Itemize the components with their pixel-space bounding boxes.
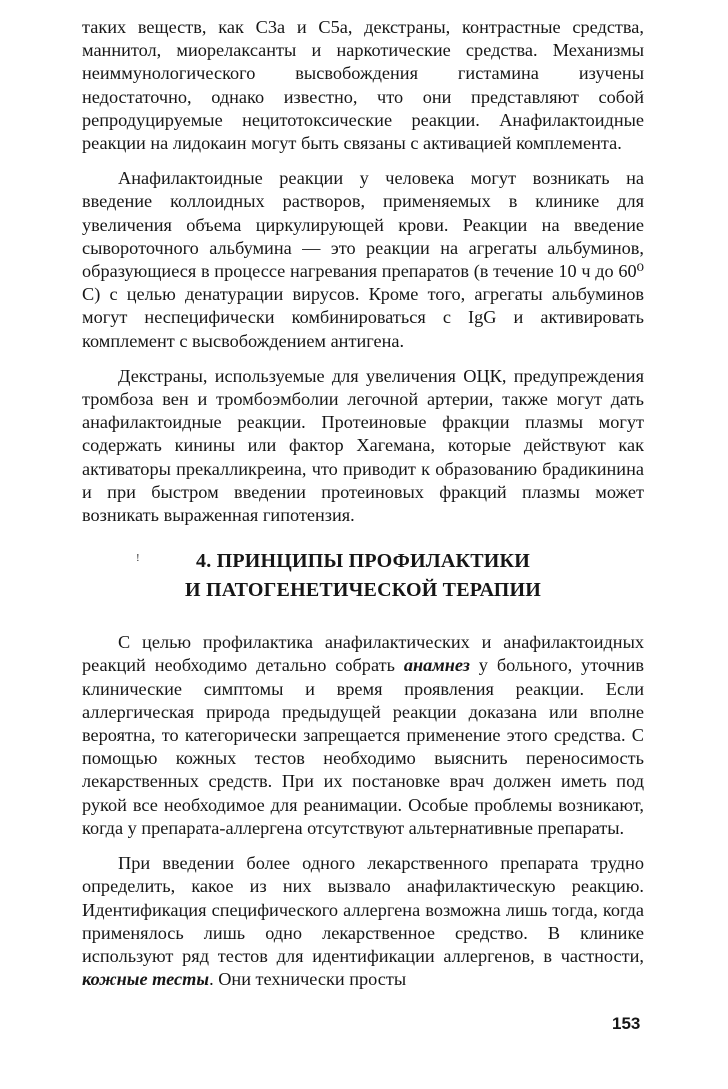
paragraph-4-text-start: С целью профилактика анафилактических и анафилактоидных реакций необходимо детально собрать xyxy=(82,632,644,676)
section-heading xyxy=(82,547,644,605)
emphasis-anamnesis: анамнез xyxy=(403,655,470,676)
paragraph-5 xyxy=(82,852,644,991)
margin-mark: ! xyxy=(136,552,140,564)
paragraph-4-text-end: у больного, уточнив клинические симптомы и время проявления реакции. Если аллергическая природа предыдущей реакции доказана или вполне вероятна, то категорически запрещается применение этого средства. С помощью кожных тестов необходимо выяснить переносимость лекарственных средств. При их постановке врач должен иметь под рукой все необходимое для реанимации. Особые проблемы возникают, когда у препарата-аллергена отсутствуют альтернативные препараты. xyxy=(82,655,644,838)
section-heading-line-1: 4. ПРИНЦИПЫ ПРОФИЛАКТИКИ xyxy=(196,550,530,573)
paragraph-1: таких веществ, как С3а и С5а, декстраны, контрастные средства, маннитол, миорелаксанты и наркотические средства. Механизмы неиммунологического высвобождения гистамина изучены недостаточно, однако известно, что они представляют собой репродуцируемые нецитотоксические реакции. Анафилактоидные реакции на лидокаин могут быть связаны с активацией комплемента. xyxy=(82,17,644,154)
paragraph-5-text-end: . Они технически просты xyxy=(209,969,407,990)
page-number: 153 xyxy=(612,1014,641,1033)
emphasis-skin-tests: кожные тесты xyxy=(82,969,210,990)
paragraph-2: Анафилактоидные реакции у человека могут возникать на введение коллоидных растворов, применяемых в клинике для увеличения объема циркулирующей крови. Реакции на введение сывороточного альбумина — это реакции на агрегаты альбуминов, образующиеся в процессе нагревания препаратов (в течение 10 ч до 60⁰ С) с целью денатурации вирусов. Кроме того, агрегаты альбуминов могут неспецифически комбинироваться с IgG и активировать комплемент с высвобождением антигена. xyxy=(82,168,644,351)
paragraph-5-text-start: При введении более одного лекарственного препарата трудно определить, какое из них вызвало анафилактическую реакцию. Идентификация специфического аллергена возможна лишь тогда, когда применялось лишь одно лекарственное средство. В клинике используют ряд тестов для идентификации аллергенов, в частности, xyxy=(82,853,644,966)
paragraph-4 xyxy=(82,631,644,840)
section-heading-line-2: И ПАТОГЕНЕТИЧЕСКОЙ ТЕРАПИИ xyxy=(184,579,542,602)
page-text xyxy=(82,16,644,1003)
paragraph-3: Декстраны, используемые для увеличения ОЦК, предупреждения тромбоза вен и тромбоэмболии легочной артерии, также могут дать анафилактоидные реакции. Протеиновые фракции плазмы могут содержать кинины или фактор Хагемана, которые действуют как активаторы прекалликреина, что приводит к образованию брадикинина и при быстром введении протеиновых фракций плазмы может возникать выраженная гипотензия. xyxy=(82,365,644,526)
